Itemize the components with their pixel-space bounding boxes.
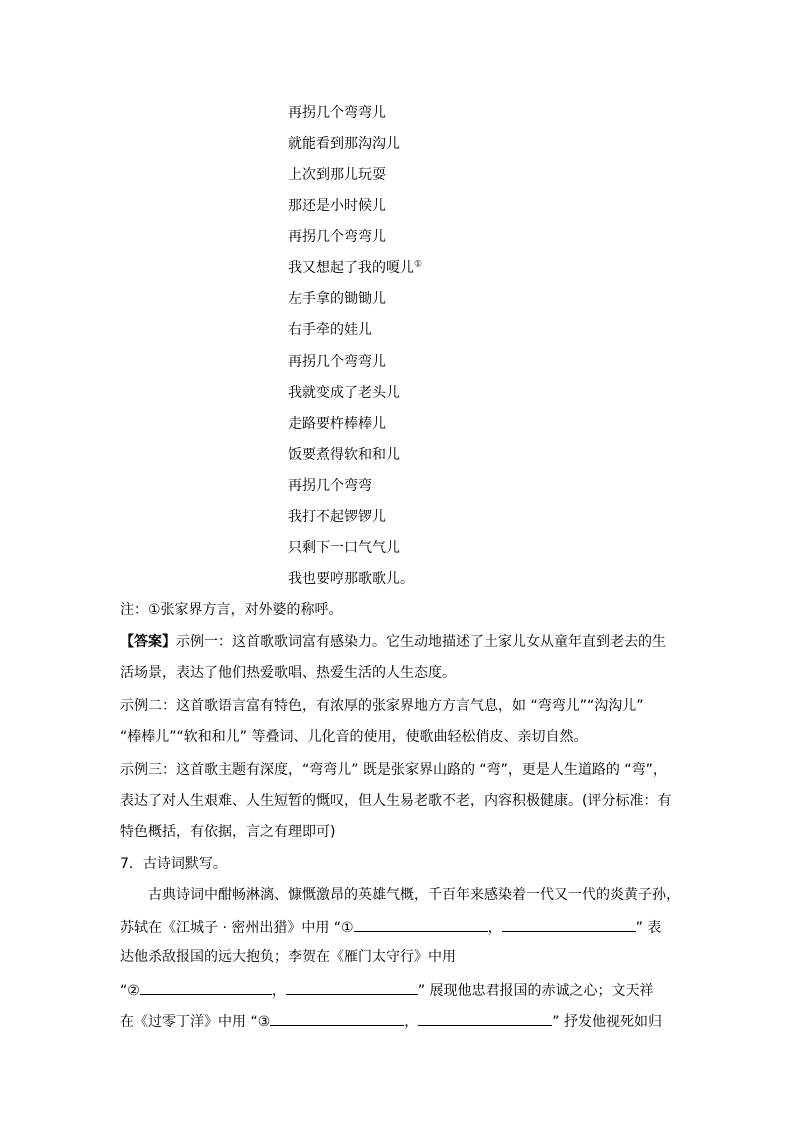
answer-example-1-line-2: 活场景，表达了他们热爱歌唱、热爱生活的人生态度。 <box>120 665 456 681</box>
blank-2b[interactable] <box>286 979 418 995</box>
poem-line-6 <box>288 258 422 278</box>
q7-line5-tail: ” 抒发他视死如归 <box>552 1014 662 1030</box>
q7-comma-3: ， <box>404 1014 419 1030</box>
answer-example-1-text: 示例一：这首歌歌词富有感染力。它生动地描述了土家儿女从童年直到老去的生 <box>176 634 666 650</box>
q7-line2-tail: ” 表 <box>635 920 662 936</box>
poem-line-9: 再拐几个弯弯儿 <box>288 354 386 370</box>
q7-comma-2: ， <box>271 983 286 999</box>
answer-example-2-line-2: “棒棒儿”“软和和儿” 等叠词、儿化音的使用，使歌曲轻松俏皮、亲切自然。 <box>120 729 588 745</box>
poem-line-7: 左手拿的锄锄儿 <box>288 291 386 307</box>
answer-example-3-line-2: 表达了对人生艰难、人生短暂的慨叹，但人生易老歌不老，内容积极健康。(评分标准：有 <box>120 793 672 809</box>
poem-line-13: 再拐几个弯弯 <box>288 478 372 494</box>
blank-1b[interactable] <box>502 916 636 932</box>
q7-comma-1: ， <box>487 920 502 936</box>
poem-line-15: 只剩下一口气气儿 <box>288 540 400 556</box>
question-7-line-1: 古典诗词中酣畅淋漓、慷慨激昂的英雄气概，千百年来感染着一代又一代的炎黄子孙， <box>148 887 680 903</box>
poem-line-1: 再拐几个弯弯儿 <box>288 105 386 121</box>
footnote: 注：①张家界方言，对外婆的称呼。 <box>120 602 343 618</box>
answer-example-3-line-1: 示例三：这首歌主题有深度，“弯弯儿” 既是张家界山路的 “弯”，更是人生道路的 “弯”， <box>120 762 667 778</box>
answer-example-3-line-3: 特色概括，有依据，言之有理即可) <box>120 824 336 840</box>
poem-line-5: 再拐几个弯弯儿 <box>288 229 386 245</box>
answer-example-2-line-1: 示例二：这首歌语言富有特色，有浓厚的张家界地方方言气息，如 “弯弯儿”“沟沟儿” <box>120 698 644 714</box>
q7-line4-lead: “② <box>120 983 140 999</box>
question-7-line-5 <box>120 1010 662 1032</box>
question-7-title: 7．古诗词默写。 <box>120 856 227 872</box>
question-7-line-2 <box>120 916 661 938</box>
poem-line-11: 走路要杵棒棒儿 <box>288 416 386 432</box>
poem-line-16: 我也要哼那歌歌儿。 <box>288 571 414 587</box>
blank-3b[interactable] <box>418 1010 552 1026</box>
blank-3a[interactable] <box>270 1010 404 1026</box>
q7-line5-lead: 在《过零丁洋》中用 “③ <box>120 1014 271 1030</box>
blank-2a[interactable] <box>140 979 272 995</box>
footnote-marker: ① <box>414 259 423 270</box>
poem-line-10: 我就变成了老头儿 <box>288 385 400 401</box>
blank-1a[interactable] <box>354 916 488 932</box>
poem-line-12: 饭要煮得软和和儿 <box>288 447 400 463</box>
question-7-line-3: 达他杀敌报国的远大抱负；李贺在《雁门太守行》中用 <box>120 949 456 965</box>
answer-example-1-line-1 <box>120 632 666 652</box>
poem-line-6-text: 我又想起了我的嗄儿 <box>288 260 414 276</box>
poem-line-4: 那还是小时候儿 <box>288 198 386 214</box>
poem-line-2: 就能看到那沟沟儿 <box>288 136 400 152</box>
q7-line2-lead: 苏轼在《江城子 · 密州出猎》中用 “① <box>120 920 354 936</box>
q7-line4-tail: ” 展现他忠君报国的赤诚之心；文天祥 <box>417 983 654 999</box>
question-7-line-4 <box>120 979 654 1001</box>
poem-line-14: 我打不起锣锣儿 <box>288 509 386 525</box>
answer-tag: 【答案】 <box>120 634 176 650</box>
poem-line-8: 右手牵的娃儿 <box>288 322 372 338</box>
poem-line-3: 上次到那儿玩耍 <box>288 167 386 183</box>
